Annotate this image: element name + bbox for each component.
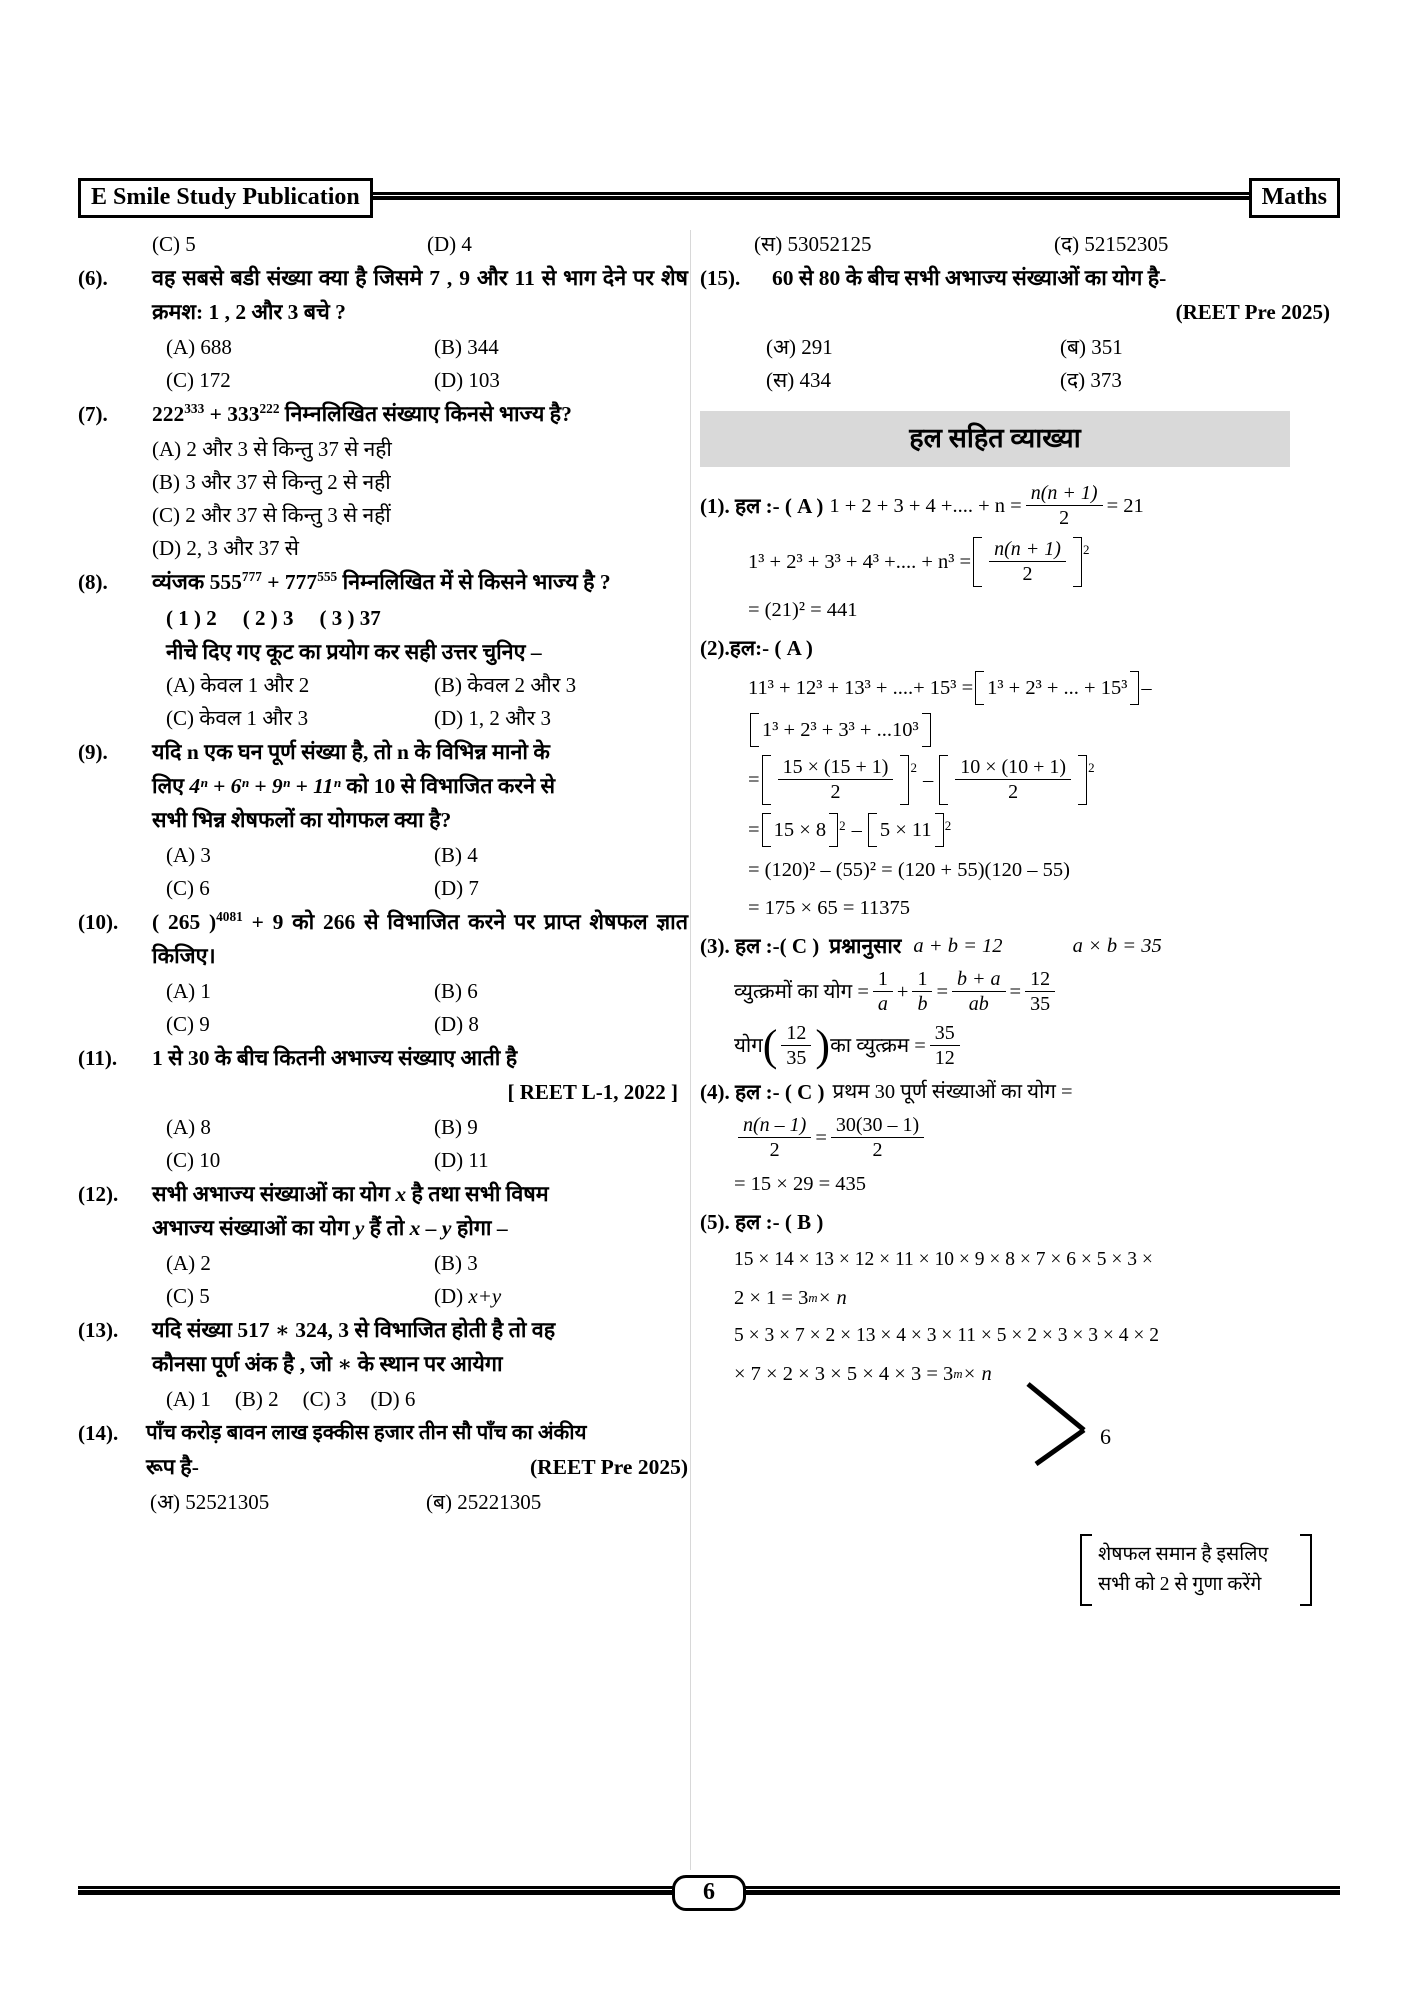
solution-5-line-4: × 7 × 2 × 3 × 5 × 4 × 3 = 3 m × n	[734, 1363, 992, 1385]
option[interactable]: (अ) 52521305	[150, 1490, 270, 1514]
option[interactable]: (D) 6	[370, 1387, 416, 1411]
solution-2-line-6: = 175 × 65 = 11375	[748, 897, 911, 919]
option[interactable]: (B) 6	[434, 979, 478, 1003]
option[interactable]: (ब) 351	[1060, 335, 1123, 359]
question-text-line-2: कौनसा पूर्ण अंक है , जो ∗ के स्थान पर आयेगा	[152, 1352, 503, 1376]
subject-label: Maths	[1249, 178, 1340, 218]
option[interactable]: (C) 9	[166, 1012, 210, 1036]
solution-5	[700, 1207, 1340, 1389]
option[interactable]: (D) 7	[434, 876, 479, 900]
question-source: (REET Pre 2025)	[529, 1455, 688, 1479]
bracket-group: $\frac{10 \times (10 + 1)}{2}$ 2	[939, 755, 1094, 805]
carryover-options-right	[700, 228, 1340, 261]
option[interactable]: (द) 52152305	[1054, 232, 1169, 256]
option[interactable]: (B) 3	[434, 1251, 478, 1275]
question-6	[78, 261, 688, 329]
question-number: (11).	[78, 1046, 118, 1070]
option[interactable]: (A) 3	[166, 843, 211, 867]
solution-1-line-1: (1). हल :- ( A ) 1 + 2 + 3 + 4 +.... + n = $\frac{n(n + 1)}{2}$ = 21	[700, 482, 1144, 529]
question-number: (7).	[78, 402, 108, 426]
fraction: $\frac{15 \times (15 + 1)}{2}$	[778, 757, 894, 803]
question-text-line-2: लिए 4ⁿ + 6ⁿ + 9ⁿ + 11ⁿ को 10 से विभाजित करने से	[152, 774, 556, 798]
question-text: ( 265 )$^{4081}$ + 9 को 266 से विभाजित करने पर प्राप्त शेषफल ज्ञात किजिए।	[152, 908, 688, 968]
question-text: $222^{333} + 333^{222}$ निम्नलिखित संख्याए किनसे भाज्य है?	[152, 400, 572, 426]
question-text: 1 से 30 के बीच कितनी अभाज्य संख्याए आती है	[152, 1046, 518, 1070]
fraction: $\frac{1}{b}$	[912, 969, 932, 1015]
question-text-line-1: सभी अभाज्य संख्याओं का योग x है तथा सभी विषम	[152, 1182, 549, 1206]
question-text-line-1: यदि n एक घन पूर्ण संख्या है, तो n के विभिन्न मानो के	[152, 740, 550, 764]
question-text: वह सबसे बडी संख्या क्या है जिसमे 7 , 9 और 11 से भाग देने पर शेष क्रमश: 1 , 2 और 3 बचे ?	[152, 266, 688, 324]
question-8	[78, 565, 688, 599]
question-8-instruction: नीचे दिए गए कूट का प्रयोग कर सही उत्तर चुनिए –	[166, 640, 542, 664]
solution-4-line-2: $\frac{n(n - 1)}{2}$ = $\frac{30(30 - 1)}{2}$	[700, 1115, 1340, 1161]
fraction: $\frac{12}{35}$	[1025, 969, 1055, 1015]
question-number: (13).	[78, 1318, 119, 1342]
question-text-line-1: यदि संख्या 517 ∗ 324, 3 से विभाजित होती है तो वह	[152, 1318, 556, 1342]
question-14	[78, 1416, 688, 1484]
bracket-group: $\frac{n(n + 1)}{2}$ 2	[973, 537, 1089, 587]
question-12	[78, 1177, 688, 1245]
note-bracket-left	[1080, 1534, 1092, 1606]
option[interactable]: (A) 8	[166, 1115, 211, 1139]
option[interactable]: (C) 5	[152, 232, 196, 256]
option[interactable]: (B) 344	[434, 335, 499, 359]
option[interactable]: (C) केवल 1 और 3	[166, 706, 309, 730]
question-number: (9).	[78, 740, 108, 764]
option[interactable]: (A) 2 और 3 से किन्तु 37 से नही	[152, 437, 392, 461]
fraction: $\frac{10 \times (10 + 1)}{2}$	[955, 757, 1071, 803]
fraction: $\frac{b + a}{ab}$	[952, 969, 1006, 1015]
question-11	[78, 1041, 688, 1109]
option[interactable]: (C) 3	[302, 1387, 347, 1411]
page-number: 6	[672, 1875, 746, 1911]
bracket-group: 15 × 8 2	[762, 813, 846, 847]
question-6-options	[78, 364, 688, 397]
option[interactable]: (D) 2, 3 और 37 से	[152, 536, 299, 560]
right-column	[700, 228, 1340, 1397]
question-15-options	[700, 364, 1340, 397]
question-11-options	[78, 1144, 688, 1177]
question-8-options	[78, 669, 688, 702]
option[interactable]: (D) 8	[434, 1012, 479, 1036]
solution-2	[700, 633, 1340, 923]
option[interactable]: (अ) 291	[766, 335, 833, 359]
option[interactable]: (C) 172	[166, 368, 231, 392]
bracket-group: $\frac{15 \times (15 + 1)}{2}$ 2	[762, 755, 917, 805]
option[interactable]: (D) 1, 2 और 3	[434, 706, 551, 730]
option[interactable]: (B) केवल 2 और 3	[434, 673, 577, 697]
fraction: $\frac{35}{12}$	[930, 1023, 960, 1069]
question-10-options	[78, 975, 688, 1008]
option[interactable]: (C) 2 और 37 से किन्तु 3 से नहीं	[152, 503, 391, 527]
option[interactable]: (A) 1	[166, 979, 211, 1003]
page-header	[78, 178, 1340, 214]
question-15-options	[700, 331, 1340, 364]
solution-3-head: (3). हल :-( C ) प्रश्नानुसार a + b = 12 a × b = 35	[700, 934, 1162, 958]
question-source: (REET Pre 2025)	[1175, 300, 1330, 324]
left-column	[78, 228, 688, 1519]
fraction: $\frac{30(30 - 1)}{2}$	[831, 1115, 924, 1161]
option[interactable]: (D) 11	[434, 1148, 489, 1172]
statement: ( 1 ) 2	[166, 606, 217, 630]
solution-3-line-2: व्युत्क्रमों का योग = $\frac{1}{a}$ + $\frac{1}{b}$ = $\frac{b + a}{ab}$ = $\frac{12}{35}$	[700, 969, 1340, 1015]
solution-5-line-3: 5 × 3 × 7 × 2 × 13 × 4 × 3 × 11 × 5 × 2 × 3 × 3 × 4 × 2	[734, 1325, 1159, 1346]
solution-5-line-1: 15 × 14 × 13 × 12 × 11 × 10 × 9 × 8 × 7 × 6 × 5 × 3 ×	[734, 1249, 1153, 1270]
question-7-options	[78, 433, 688, 565]
question-text: व्यंजक $555^{777} + 777^{555}$ निम्नलिखित में से किसने भाज्य है ?	[152, 568, 611, 594]
option[interactable]: (B) 4	[434, 843, 478, 867]
option[interactable]: (A) 688	[166, 335, 232, 359]
solution-2-line-4: = 15 × 8 2 – 5 × 11 2	[700, 813, 1340, 847]
question-9-options	[78, 872, 688, 905]
question-text-line-3: सभी भिन्न शेषफलों का योगफल क्या है?	[152, 808, 452, 832]
question-13	[78, 1313, 688, 1381]
solution-5-head: (5). हल :- ( B )	[700, 1210, 824, 1234]
solution-1	[700, 483, 1340, 625]
option[interactable]: (A) 2	[166, 1251, 211, 1275]
question-12-options	[78, 1247, 688, 1280]
note-bracket-right	[1300, 1534, 1312, 1606]
fraction: $\frac{12}{35}$	[781, 1023, 811, 1069]
question-7	[78, 397, 688, 431]
solution-2-line-5: = (120)² – (55)² = (120 + 55)(120 – 55)	[748, 859, 1070, 881]
question-number: (12).	[78, 1182, 119, 1206]
fraction: $\frac{n(n + 1)}{2}$	[1026, 483, 1103, 529]
left-paren: (	[762, 1021, 778, 1071]
question-8-options	[78, 702, 688, 735]
question-12-options	[78, 1280, 688, 1313]
question-number: (14).	[78, 1421, 119, 1445]
question-11-options	[78, 1111, 688, 1144]
fraction: $\frac{n(n - 1)}{2}$	[738, 1115, 811, 1161]
option[interactable]: (स) 434	[766, 368, 831, 392]
option[interactable]: (स) 53052125	[754, 232, 872, 256]
option[interactable]: (A) 1	[166, 1387, 211, 1411]
option[interactable]: (D) 103	[434, 368, 500, 392]
fraction: $\frac{1}{a}$	[873, 969, 893, 1015]
publisher-label: E Smile Study Publication	[78, 178, 373, 218]
solution-4-line-3: = 15 × 29 = 435	[734, 1173, 867, 1195]
question-6-options	[78, 331, 688, 364]
solution-2-head: (2).हल:- ( A )	[700, 636, 813, 660]
question-number: (6).	[78, 266, 108, 290]
question-text-line-1: पॉंच करोड़ बावन लाख इक्कीस हजार तीन सौ पॉंच का अंकीय	[146, 1422, 587, 1444]
right-paren: )	[815, 1021, 831, 1071]
question-9	[78, 735, 688, 837]
question-number: (10).	[78, 910, 119, 934]
question-10	[78, 905, 688, 973]
annotation-six: 6	[1100, 1424, 1111, 1449]
solution-1-line-3: = (21)² = 441	[748, 599, 858, 621]
option[interactable]: (C) 5	[166, 1284, 210, 1308]
question-8-statements	[152, 601, 688, 635]
bracket-group: 1³ + 2³ + ... + 15³	[975, 671, 1139, 705]
question-14-options	[78, 1486, 688, 1519]
question-10-options	[78, 1008, 688, 1041]
note-box	[1080, 1534, 1312, 1606]
option[interactable]: (A) केवल 1 और 2	[166, 673, 310, 697]
solution-3-line-3: योग ( $\frac{12}{35}$ ) का व्युत्क्रम = $\frac{35}{12}$	[700, 1023, 1340, 1069]
solution-1-line-2: 1³ + 2³ + 3³ + 4³ +.... + n³ = $\frac{n(n + 1)}{2}$ 2	[748, 538, 1090, 585]
option[interactable]: (द) 373	[1060, 368, 1122, 392]
solution-5-line-2: 2 × 1 = 3 m × n	[734, 1287, 847, 1309]
option[interactable]: (B) 9	[434, 1115, 478, 1139]
option[interactable]: (ब) 25221305	[426, 1490, 542, 1514]
solution-4	[700, 1077, 1340, 1199]
note-text: शेषफल समान है इसलिए सभी को 2 से गुणा करेंगे	[1098, 1544, 1269, 1595]
column-divider	[690, 230, 691, 1870]
statement: ( 2 ) 3	[242, 606, 294, 630]
question-13-options	[78, 1383, 688, 1416]
option[interactable]: (D) 4	[427, 232, 472, 256]
carryover-options-left	[78, 228, 688, 261]
option[interactable]: (B) 2	[234, 1387, 279, 1411]
question-text-line-2: रूप है- (REET Pre 2025)	[146, 1450, 688, 1484]
option[interactable]: (C) 10	[166, 1148, 221, 1172]
fraction: $\frac{n(n + 1)}{2}$	[989, 539, 1066, 585]
solution-4-head: (4). हल :- ( C ) प्रथम 30 पूर्ण संख्याओं का योग =	[700, 1080, 1073, 1104]
question-number: (15).	[700, 266, 741, 290]
bracket-group: 1³ + 2³ + 3³ + ...10³	[750, 713, 931, 747]
question-text-line-2: अभाज्य संख्याओं का योग y हैं तो x – y होगा –	[152, 1216, 508, 1240]
question-source: [ REET L-1, 2022 ]	[507, 1080, 678, 1104]
bracket-group: 5 × 11 2	[868, 813, 951, 847]
question-number: (8).	[78, 570, 108, 594]
page-footer	[78, 1876, 1340, 1910]
question-text: 60 से 80 के बीच सभी अभाज्य संख्याओं का योग है-	[772, 266, 1167, 290]
solution-2-line-1: 11³ + 12³ + 13³ + ....+ 15³ = 1³ + 2³ + ... + 15³ –	[700, 671, 1340, 705]
solutions-heading: हल सहित व्याख्या	[700, 411, 1290, 467]
question-9-options	[78, 839, 688, 872]
solution-2-line-2	[700, 713, 1340, 747]
option[interactable]: (D) x+y	[434, 1284, 502, 1308]
option[interactable]: (C) 6	[166, 876, 210, 900]
solution-3	[700, 931, 1340, 1069]
solution-2-line-3: = $\frac{15 \times (15 + 1)}{2}$ 2 – $\frac{10 \times (10 + 1)}{2}$ 2	[748, 756, 1095, 803]
option[interactable]: (B) 3 और 37 से किन्तु 2 से नही	[152, 470, 391, 494]
statement: ( 3 ) 37	[319, 606, 381, 630]
question-15	[700, 261, 1340, 329]
